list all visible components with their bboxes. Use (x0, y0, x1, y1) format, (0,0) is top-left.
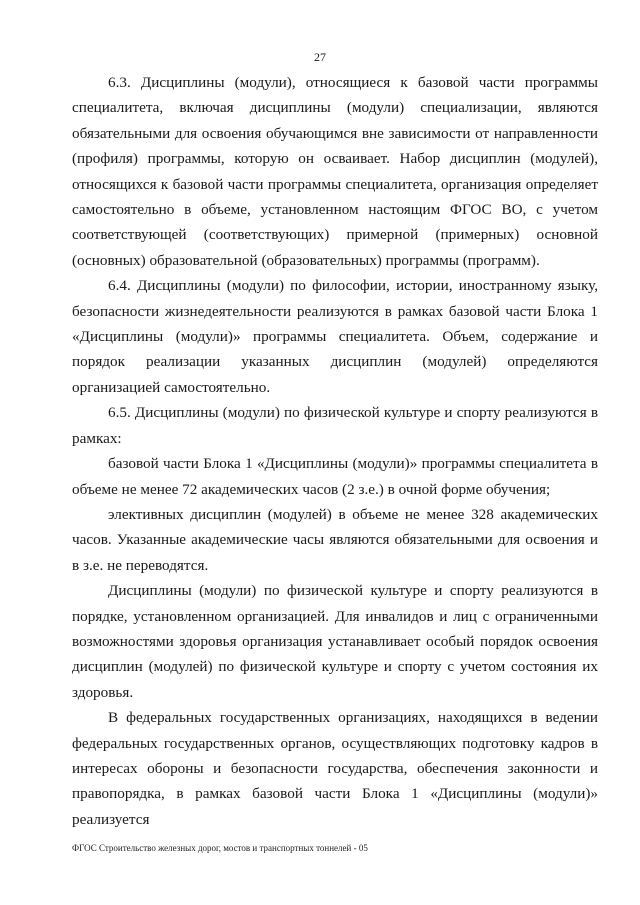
page-number: 27 (314, 50, 326, 64)
paragraph-disabled-students: Дисциплины (модули) по физической культуре и спорту реализуются в порядке, установленном организацией. Для инвалидов и лиц с ограниченными возможностями здоровья организация устанавливает особый порядок освоения дисциплин (модулей) по физической культуре и спорту с учетом состояния их здоровья. (72, 582, 598, 701)
document-body (72, 70, 598, 832)
document-footer: ФГОС Строительство железных дорог, мостов и транспортных тоннелей - 05 (72, 843, 368, 853)
paragraph-elective: элективных дисциплин (модулей) в объеме не менее 328 академических часов. Указанные академические часы являются обязательными для освоения и в з.е. не переводятся. (72, 505, 598, 574)
paragraph-6-5: 6.5. Дисциплины (модули) по физической культуре и спорту реализуются в рамках: (72, 404, 598, 447)
paragraph-6-3: 6.3. Дисциплины (модули), относящиеся к базовой части программы специалитета, включая дисциплины (модули) специализации, являются обязательными для освоения обучающимся вне зависимости от направленности (профиля) программы, которую он осваивает. Набор дисциплин (модулей), относящихся к базовой части программы специалитета, организация определяет самостоятельно в объеме, установленном настоящим ФГОС ВО, с учетом соответствующей (соответствующих) примерной (примерных) основной (основных) образовательной (образовательных) программы (программ). (72, 74, 598, 269)
paragraph-basic-part: базовой части Блока 1 «Дисциплины (модули)» программы специалитета в объеме не менее 72 академических часов (2 з.е.) в очной форме обучения; (72, 455, 598, 498)
paragraph-federal-organizations: В федеральных государственных организациях, находящихся в ведении федеральных государственных органов, осуществляющих подготовку кадров в интересах обороны и безопасности государства, обеспечения законности и правопорядка, в рамках базовой части Блока 1 «Дисциплины (модули)» реализуется (72, 709, 598, 828)
paragraph-6-4: 6.4. Дисциплины (модули) по философии, истории, иностранному языку, безопасности жизнедеятельности реализуются в рамках базовой части Блока 1 «Дисциплины (модули)» программы специалитета. Объем, содержание и порядок реализации указанных дисциплин (модулей) определяются организацией самостоятельно. (72, 277, 598, 396)
